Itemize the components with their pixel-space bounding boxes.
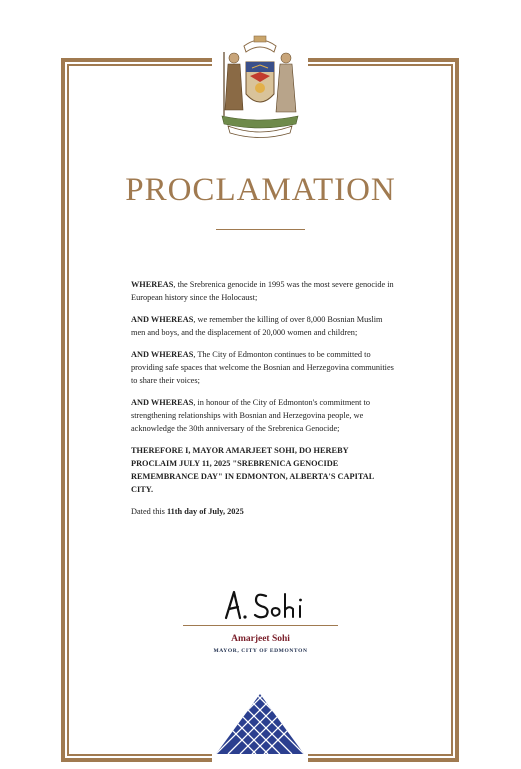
edmonton-coat-of-arms-icon (216, 32, 304, 140)
dated-line: Dated this 11th day of July, 2025 (131, 507, 244, 516)
signatory-title: MAYOR, CITY OF EDMONTON (213, 648, 308, 654)
signatory-name: Amarjeet Sohi (231, 634, 290, 644)
proclamation-statement: THEREFORE I, MAYOR AMARJEET SOHI, DO HEREBY PROCLAIM JULY 11, 2025 "SREBRENICA GENOCIDE REMEMBRANCE DAY" IN EDMONTON, ALBERTA'S CAPITAL CITY. (131, 446, 374, 494)
edmonton-pyramid-logo-icon (216, 694, 304, 754)
signature-line (183, 625, 338, 626)
handwritten-signature (222, 584, 312, 624)
whereas-paragraph: WHEREAS, the Srebrenica genocide in 1995 was the most severe genocide in European history since the Holocaust; (131, 280, 394, 302)
whereas-paragraph: AND WHEREAS, we remember the killing of over 8,000 Bosnian Muslim men and boys, and the displacement of 20,000 women and children; (131, 315, 383, 337)
whereas-paragraph: AND WHEREAS, The City of Edmonton continues to be committed to providing safe spaces that welcome the Bosnian and Herzegovina communities to share their voices; (131, 350, 394, 385)
proclamation-body (131, 278, 395, 527)
document-title: PROCLAMATION (125, 172, 396, 208)
title-underline (216, 229, 305, 230)
whereas-paragraph: AND WHEREAS, in honour of the City of Edmonton's commitment to strengthening relationships with Bosnian and Herzegovina people, we acknowledge the 30th anniversary of the Srebrenica Genocide; (131, 398, 370, 433)
